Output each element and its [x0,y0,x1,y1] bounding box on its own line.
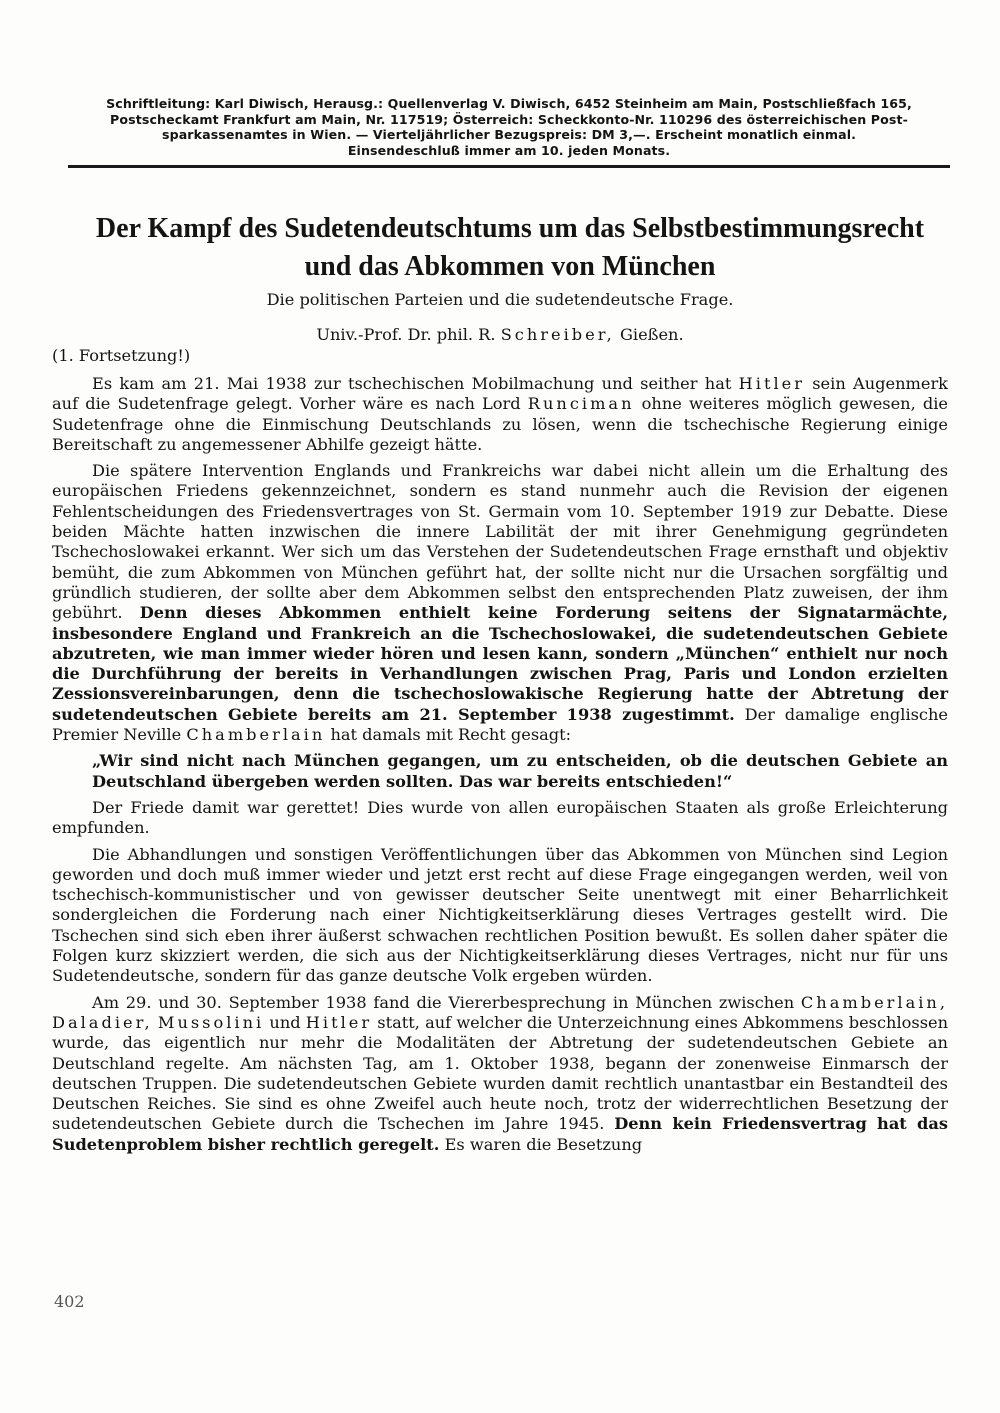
masthead [68,96,950,158]
masthead-line: sparkassenamtes in Wien. — Vierteljährlicher Bezugspreis: DM 3,—. Erscheint monatlich einmal. [162,127,856,142]
masthead-rule [68,165,950,168]
quote: „Wir sind nicht nach München gegangen, um zu entscheiden, ob die deutschen Gebiete an Deutschland übergeben werden sollten. Das war bereits entschieden!“ [92,751,948,791]
article-body [52,374,948,1161]
text-run: statt, auf welcher die Unterzeichnung eines Abkommens beschlossen wurde, das eigentlich nur mehr die Modalitäten der Abtretung der sudetendeutschen Gebiete an Deutschland regelte. Am nächsten Tag, am 1. Oktober 1938, begann der zonenweise Einmarsch der deutschen Truppen. Die sudetendeutschen Gebiete wurden damit rechtlich unantastbar ein Bestandteil des Deutschen Reiches. Sie sind es ohne Zweifel auch heute noch, trotz der widerrechtlichen Besetzung der sudetendeutschen Gebiete durch die Tschechen im Jahre 1945. [52,1012,949,1134]
name-spaced: Chamberlain [186,725,326,745]
name-spaced: Runciman [527,394,635,414]
paragraph [52,374,948,455]
paragraph: Die Abhandlungen und sonstigen Veröffentlichungen über das Abkommen von München sind Legion geworden und doch muß immer wieder und jetzt erst recht auf diese Frage eingegangen werden, weil von tschechisch-kommunistischer und von gewisser deutscher Seite unentwegt mit einer Beharrlichkeit sondergleichen die Forderung nach einer Nichtigkeitserklärung dieses Vertrages gestellt wird. Die Tschechen sind sich eben ihrer äußerst schwachen rechtlichen Position bewußt. Es sollen daher später die Folgen kurz skizziert werden, die sich aus der Nichtigkeitserklärung dieses Vertrages, nicht nur für uns Sudetendeutsche, sondern für das ganze deutsche Volk ergeben würden. [52,844,948,986]
text-run: Es waren die Besetzung [444,1134,643,1154]
text-run: und [269,1012,301,1032]
text-run: Am 29. und 30. September 1938 fand die Viererbesprechung in München zwischen [92,992,795,1012]
text-run: Es kam am 21. Mai 1938 zur tschechischen Mobilmachung und seither hat [92,374,732,393]
paragraph: Der Friede damit war gerettet! Dies wurde von allen europäischen Staaten als große Erleichterung empfunden. [52,797,948,838]
text-run: sein Augenmerk auf die Sudetenfrage gelegt. Vorher wäre es nach Lord [52,374,948,414]
article-title [40,210,980,286]
paragraph [52,461,948,745]
paragraph [52,993,948,1155]
name-spaced: Hitler [738,374,805,393]
continuation-note: (1. Fortsetzung!) [52,346,191,365]
text-run: Die spätere Intervention Englands und Frankreichs war dabei nicht allein um die Erhaltung des europäischen Friedens gekennzeichnet, sondern es stand nunmehr auch die Revision der eigenen Fehlentscheidungen des Friedensvertrages von St. Germain vom 10. September 1919 zur Debatte. Diese beiden Mächte hatten inzwischen die innere Labilität der mit ihrer Genehmigung gegründeten Tschechoslowakei erkannt. Wer sich um das Verstehen der Sudetendeutschen Frage ernsthaft und objektiv bemüht, die zum Abkommen von München geführt hat, der sollte nicht nur die Ursachen sorgfältig und gründlich studieren, der sollte aber dem Abkommen selbst den entsprechenden Platz zuweisen, der ihm gebührt. [52,461,948,623]
bold-run: Denn kein Friedensvertrag hat das Sudetenproblem bisher rechtlich geregelt. [52,1114,948,1154]
author-prefix: Univ.-Prof. Dr. phil. R. [316,325,496,344]
name-spaced: Hitler [305,1012,373,1032]
text-run: hat damals mit Recht gesagt: [330,725,572,745]
masthead-line: Postscheckamt Frankfurt am Main, Nr. 117519; Österreich: Scheckkonto-Nr. 110296 des österreichischen Post- [110,111,908,127]
text-run: ohne weiteres möglich gewesen, die Sudetenfrage ohne die Einmischung Deutschlands zu lösen, wenn die tschechische Regierung einige Bereitschaft zu angemessener Abhilfe gezeigt hätte. [52,394,949,454]
name-spaced: Daladier, [52,1012,153,1032]
article-subtitle: Die politischen Parteien und die sudetendeutsche Frage. [266,290,734,309]
masthead-line: Einsendeschluß immer am 10. jeden Monats. [347,142,671,158]
author-name: Schreiber, [500,325,615,344]
title-line: Der Kampf des Sudetendeutschtums um das Selbstbestimmungsrecht [95,213,925,244]
title-line: und das Abkommen von München [304,251,716,282]
page-number: 402 [54,1292,85,1311]
author-line [52,325,948,344]
name-spaced: Chamberlain, [800,992,948,1012]
author-place: Gießen. [619,325,684,344]
masthead-line: Schriftleitung: Karl Diwisch, Herausg.: Quellenverlag V. Diwisch, 6452 Steinheim am Main, Postschließfach 165, [106,96,912,111]
name-spaced: Mussolini [157,1012,265,1032]
text-run: Der damalige englische Premier Neville [52,704,948,745]
bold-run: Denn dieses Abkommen enthielt keine Forderung seitens der Signatarmächte, insbesondere England und Frankreich an die Tschechoslowakei, die sudetendeutschen Gebiete abzutreten, wie man immer wieder hören und lesen kann, sondern „München“ enthielt nur noch die Durchführung der bereits in Verhandlungen zwischen Prag, Paris und London erzielten Zessionsvereinbarungen, denn die tschechoslowakische Regierung hatte der Abtretung der sudetendeutschen Gebiete bereits am 21. September 1938 zugestimmt. [52,603,948,724]
